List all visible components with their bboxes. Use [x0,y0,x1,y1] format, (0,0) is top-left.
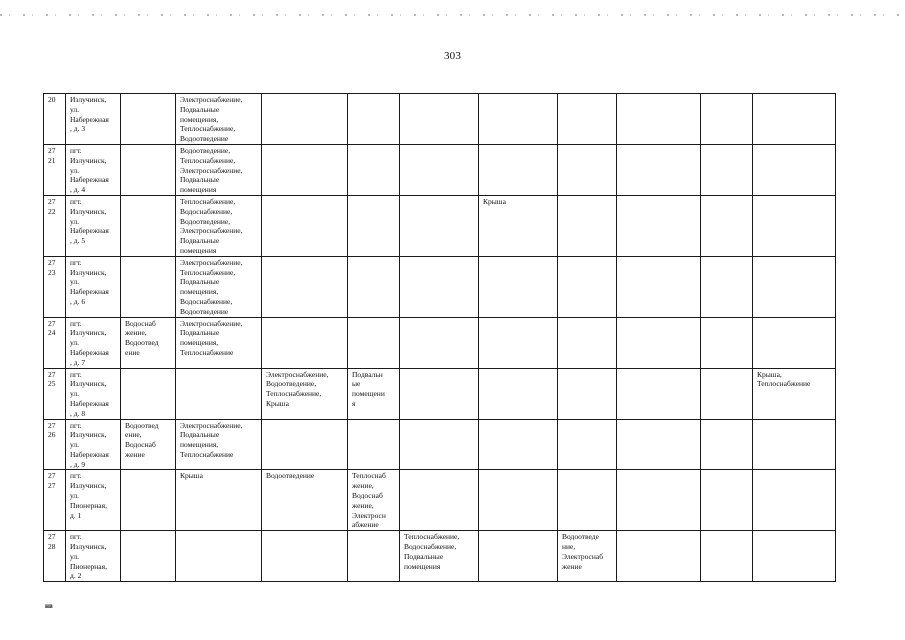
work-cell: Водоотвед ение, Водоснаб жение [121,419,176,470]
row-number-cell: 27 22 [44,195,66,256]
table-row [44,531,836,582]
work-cell [348,94,400,145]
work-cell [262,419,348,470]
work-cell [617,94,701,145]
work-cell: Электроснабжение, Подвальные помещения, Теплоснабжение [176,317,262,368]
work-cell [479,368,558,419]
work-cell: Водоотведение [262,470,348,531]
address-cell: Излучинск, ул. Набережная , д. 3 [66,94,121,145]
work-cell [479,256,558,317]
work-cell [262,94,348,145]
work-cell [617,470,701,531]
work-cell [617,256,701,317]
work-cell [479,94,558,145]
work-cell [479,531,558,582]
work-cell [753,317,836,368]
work-cell [617,419,701,470]
work-cell [121,94,176,145]
work-cell [121,368,176,419]
work-cell [617,317,701,368]
work-cell [348,419,400,470]
work-cell: Водоснаб жение, Водоотвед ение [121,317,176,368]
row-number-cell: 27 28 [44,531,66,582]
work-cell: Крыша, Теплоснабжение [753,368,836,419]
work-cell [400,317,479,368]
table-row [44,144,836,195]
work-cell [262,144,348,195]
address-cell: пгт. Излучинск, ул. Набережная , д. 5 [66,195,121,256]
work-cell [753,144,836,195]
work-cell [558,256,617,317]
row-number-cell: 27 21 [44,144,66,195]
work-cell [121,195,176,256]
work-cell: Электроснабжение, Подвальные помещения, Теплоснабжение, Водоотведение [176,94,262,145]
work-cell [701,368,753,419]
row-number-cell: 20 [44,94,66,145]
work-cell [701,419,753,470]
work-cell: Крыша [176,470,262,531]
work-cell: Крыша [479,195,558,256]
work-cell [701,317,753,368]
work-cell [558,144,617,195]
work-cell [558,94,617,145]
work-cell [617,531,701,582]
work-cell [400,470,479,531]
work-cell [701,470,753,531]
table-row [44,94,836,145]
work-cell [479,419,558,470]
work-cell [400,419,479,470]
address-cell: пгт. Излучинск, ул. Пионерная, д. 2 [66,531,121,582]
work-cell [348,144,400,195]
table-row [44,419,836,470]
table-row [44,368,836,419]
work-cell: Водоотведе ние, Электроснаб жение [558,531,617,582]
footer-mark: нв [45,602,53,610]
work-cell [400,144,479,195]
row-number-cell: 27 23 [44,256,66,317]
table-row [44,470,836,531]
work-cell [701,531,753,582]
work-cell [558,419,617,470]
work-cell [348,317,400,368]
table-row [44,256,836,317]
work-cell [121,470,176,531]
work-cell: Электроснабжение, Водоотведение, Теплоснабжение, Крыша [262,368,348,419]
work-cell: Водоотведение, Теплоснабжение, Электроснабжение, Подвальные помещения [176,144,262,195]
work-cell [479,470,558,531]
work-cell [701,94,753,145]
repair-schedule-table [43,93,836,582]
work-cell [558,470,617,531]
address-cell: пгт. Излучинск, ул. Набережная , д. 7 [66,317,121,368]
work-cell: Теплоснабжение, Водоснабжение, Водоотведение, Электроснабжение, Подвальные помещения [176,195,262,256]
work-cell [348,531,400,582]
work-cell [121,531,176,582]
work-cell [617,195,701,256]
work-cell [176,531,262,582]
work-cell [617,144,701,195]
scan-artifact-line [0,14,905,16]
work-cell [176,368,262,419]
work-cell [479,144,558,195]
row-number-cell: 27 24 [44,317,66,368]
work-cell [701,144,753,195]
work-cell [348,195,400,256]
work-cell [617,368,701,419]
work-cell [558,317,617,368]
table-row [44,195,836,256]
work-cell [753,531,836,582]
work-cell [558,195,617,256]
work-cell [753,419,836,470]
work-cell [400,368,479,419]
address-cell: пгт. Излучинск, ул. Набережная , д. 6 [66,256,121,317]
address-cell: пгт. Излучинск, ул. Набережная , д. 8 [66,368,121,419]
work-cell [121,256,176,317]
work-cell [121,144,176,195]
work-cell: Теплоснаб жение, Водоснаб жение, Электросн абжение [348,470,400,531]
work-cell [558,368,617,419]
work-cell [348,256,400,317]
work-cell [753,195,836,256]
work-cell [400,94,479,145]
work-cell [701,195,753,256]
table-row [44,317,836,368]
work-cell: Электроснабжение, Теплоснабжение, Подвальные помещения, Водоснабжение, Водоотведение [176,256,262,317]
row-number-cell: 27 26 [44,419,66,470]
work-cell [701,256,753,317]
page-number: 303 [443,50,462,62]
address-cell: пгт. Излучинск, ул. Набережная , д. 4 [66,144,121,195]
work-cell [753,94,836,145]
work-cell [400,256,479,317]
work-cell [479,317,558,368]
work-cell [262,256,348,317]
work-cell [400,195,479,256]
row-number-cell: 27 25 [44,368,66,419]
work-cell: Подвальн ые помещени я [348,368,400,419]
work-cell [262,317,348,368]
address-cell: пгт. Излучинск, ул. Пионерная, д. 1 [66,470,121,531]
work-cell [262,195,348,256]
work-cell: Теплоснабжение, Водоснабжение, Подвальные помещения [400,531,479,582]
work-cell [753,470,836,531]
row-number-cell: 27 27 [44,470,66,531]
work-cell: Электроснабжение, Подвальные помещения, Теплоснабжение [176,419,262,470]
work-cell [262,531,348,582]
address-cell: пгт. Излучинск, ул. Набережная , д. 9 [66,419,121,470]
work-cell [753,256,836,317]
